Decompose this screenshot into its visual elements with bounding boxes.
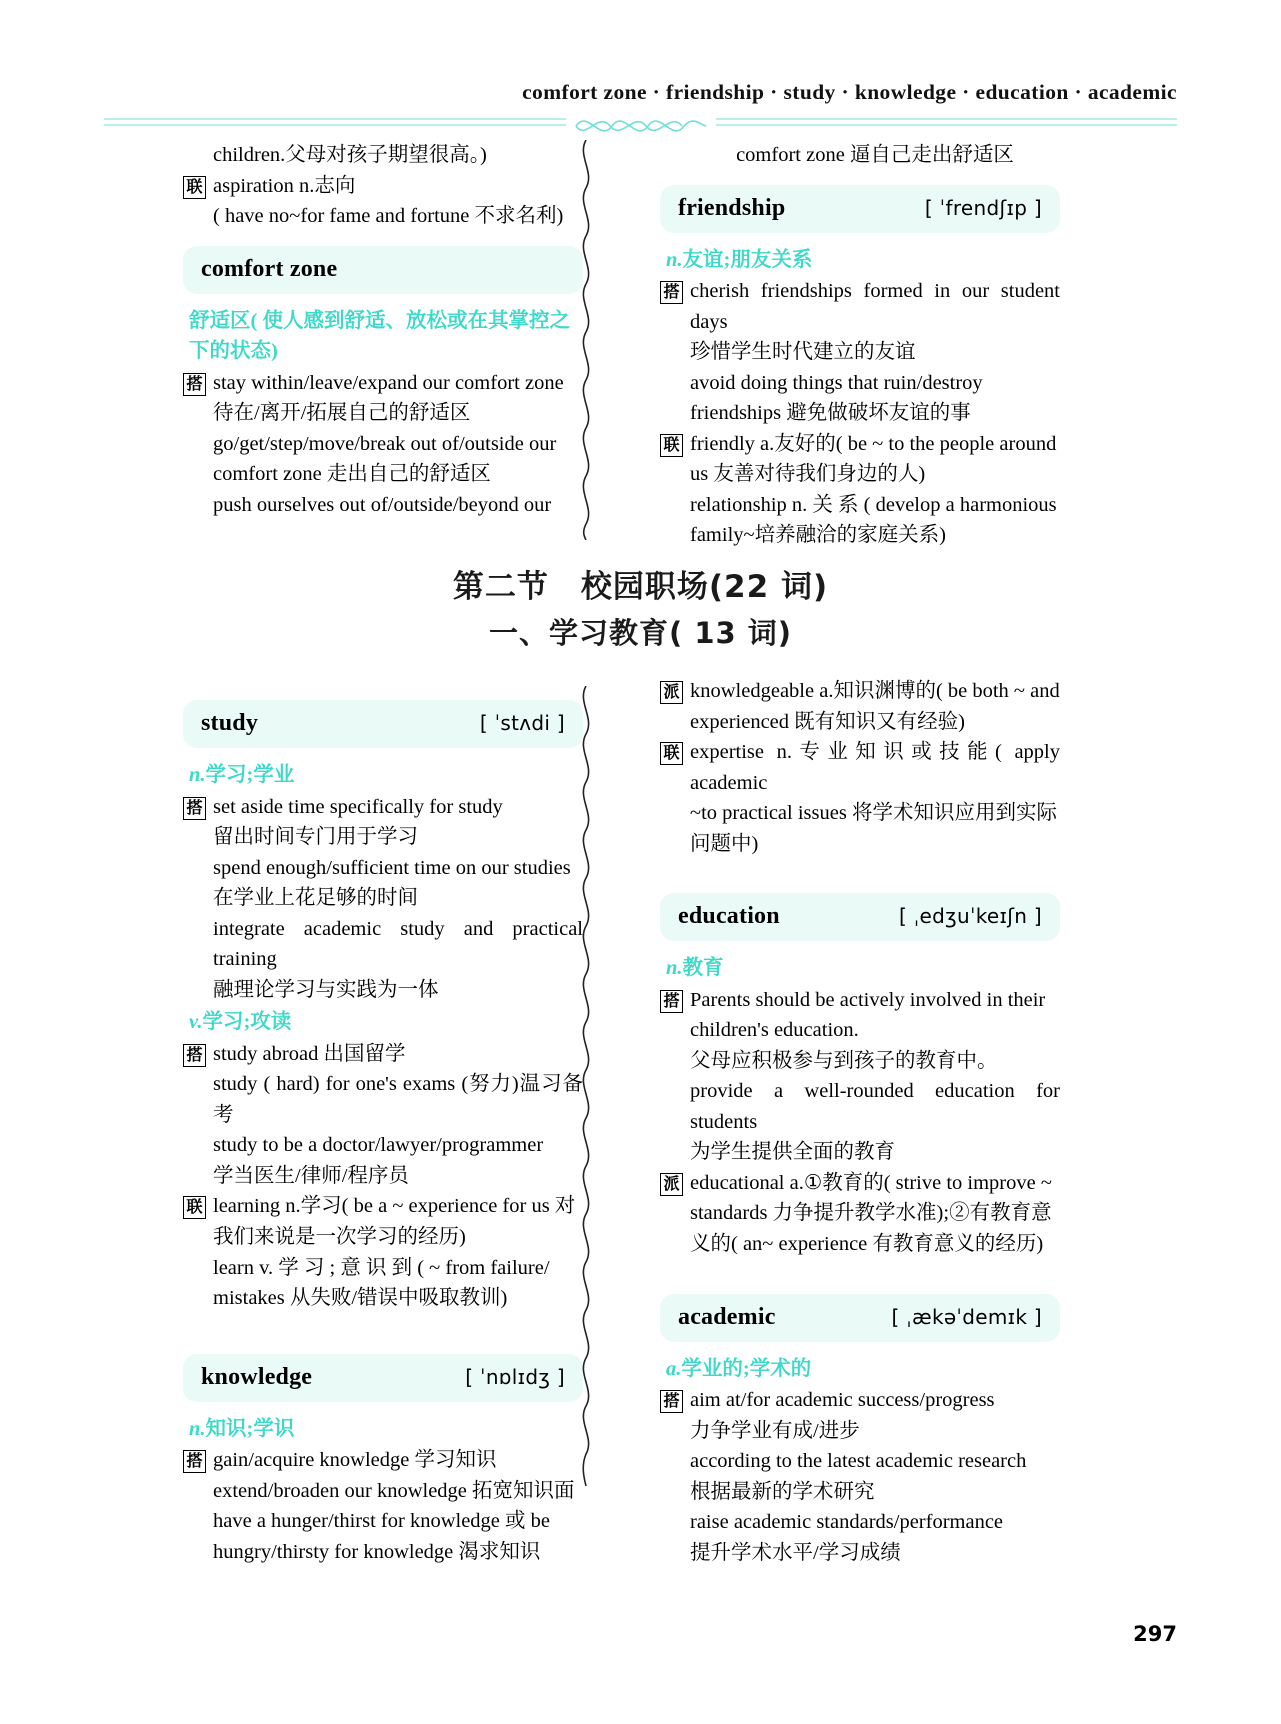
part-of-speech: n. — [666, 248, 683, 271]
column-top-right — [660, 140, 1060, 551]
collocation-item-line: push ourselves out of/outside/beyond our — [183, 490, 583, 521]
collocation-item-line: 根据最新的学术研究 — [660, 1477, 1060, 1508]
part-of-speech: n. — [666, 957, 683, 980]
association-tag-icon: 联 — [183, 1196, 206, 1219]
association-item-line: 我们来说是一次学习的经历) — [183, 1222, 583, 1253]
gloss-text: 友谊;朋友关系 — [682, 248, 813, 271]
entry-phonetic: [ ˌækəˈdemɪk ] — [891, 1304, 1042, 1329]
part-of-speech: v. — [189, 1011, 203, 1034]
sense-gloss — [189, 1007, 583, 1038]
collocation-item-line: study ( hard) for one's exams (努力)温习备考 — [183, 1069, 583, 1130]
sense-gloss — [666, 1354, 1060, 1385]
tag-spacer — [660, 342, 683, 365]
header-rule — [104, 113, 1177, 139]
tag-spacer — [183, 919, 206, 942]
collocation-item-line: provide a well-rounded education for students — [660, 1076, 1060, 1137]
derivative-item-line: standards 力争提升教学水准);②有教育意 — [660, 1198, 1060, 1229]
tag-spacer — [660, 1234, 683, 1257]
derivative-item-line: experienced 既有知识又有经验) — [660, 707, 1060, 738]
tag-spacer — [183, 888, 206, 911]
entry-word: study — [201, 710, 259, 737]
tag-spacer — [183, 1481, 206, 1504]
sense-gloss — [189, 760, 583, 791]
association-item-line: relationship n. 关 系 ( develop a harmonious — [660, 490, 1060, 521]
collocation-item-line: 留出时间专门用于学习 — [183, 822, 583, 853]
tag-spacer — [660, 1512, 683, 1535]
collocation-tag-icon: 搭 — [660, 281, 683, 304]
collocation-item-line: study to be a doctor/lawyer/programmer — [183, 1130, 583, 1161]
tag-spacer — [183, 1166, 206, 1189]
entry-word: friendship — [678, 194, 786, 221]
column-divider-top — [575, 140, 597, 540]
collocation-item-line: extend/broaden our knowledge 拓宽知识面 — [183, 1476, 583, 1507]
collocation-item-line: go/get/step/move/break out of/outside our — [183, 429, 583, 460]
collocation-tag-icon: 搭 — [660, 990, 683, 1013]
tag-spacer — [183, 1511, 206, 1534]
collocation-item-line: 在学业上花足够的时间 — [183, 883, 583, 914]
continuation-line: comfort zone 逼自己走出舒适区 — [660, 140, 1060, 171]
collocation-item-line: 珍惜学生时代建立的友谊 — [660, 337, 1060, 368]
tag-spacer — [660, 525, 683, 548]
entry-header-academic — [660, 1294, 1060, 1342]
entry-header-comfort-zone — [183, 246, 583, 294]
tag-spacer — [660, 834, 683, 857]
derivative-tag-icon: 派 — [660, 1173, 683, 1196]
collocation-item: 搭 set aside time specifically for study — [183, 792, 583, 823]
association-item: 联 learning n.学习( be a ~ experience for us 对 — [183, 1191, 583, 1222]
tag-spacer — [660, 1543, 683, 1566]
section-heading-primary: 第二节 校园职场(22 词) — [452, 569, 829, 605]
entry-phonetic: [ ˈfrendʃɪp ] — [924, 195, 1042, 220]
collocation-tag-icon: 搭 — [660, 1390, 683, 1413]
gloss-text: 学习;攻读 — [202, 1011, 292, 1034]
association-item-line: us 友善对待我们身边的人) — [660, 459, 1060, 490]
collocation-item-line: 待在/离开/拓展自己的舒适区 — [183, 398, 583, 429]
entry-header-study — [183, 700, 583, 748]
tag-spacer — [660, 145, 683, 168]
collocation-tag-icon: 搭 — [183, 1044, 206, 1067]
derivative-tag-icon: 派 — [660, 681, 683, 704]
association-item-line: family~培养融洽的家庭关系) — [660, 520, 1060, 551]
collocation-item-line: 力争学业有成/进步 — [660, 1416, 1060, 1447]
collocation-item-line: 学当医生/律师/程序员 — [183, 1161, 583, 1192]
collocation-item: 搭 gain/acquire knowledge 学习知识 — [183, 1445, 583, 1476]
tag-spacer — [183, 495, 206, 518]
column-bottom-left — [183, 686, 583, 1567]
collocation-item-line: according to the latest academic research — [660, 1446, 1060, 1477]
column-bottom-right — [660, 676, 1060, 1568]
tag-spacer — [660, 373, 683, 396]
association-item-line: ~to practical issues 将学术知识应用到实际 — [660, 798, 1060, 829]
part-of-speech: a. — [666, 1357, 682, 1380]
tag-spacer — [183, 980, 206, 1003]
sense-gloss — [666, 953, 1060, 984]
collocation-item: 搭 stay within/leave/expand our comfort zone — [183, 368, 583, 399]
page-number: 297 — [1133, 1622, 1177, 1646]
continuation-line: children.父母对孩子期望很高。) — [183, 140, 583, 171]
tag-spacer — [183, 1258, 206, 1281]
collocation-item-line: 父母应积极参与到孩子的教育中。 — [660, 1046, 1060, 1077]
collocation-item: 搭 study abroad 出国留学 — [183, 1039, 583, 1070]
part-of-speech: n. — [189, 1417, 206, 1440]
entry-phonetic: [ ˈnɒlɪdʒ ] — [465, 1364, 565, 1389]
tag-spacer — [660, 803, 683, 826]
tag-spacer — [660, 1051, 683, 1074]
collocation-item-line: 融理论学习与实践为一体 — [183, 975, 583, 1006]
tag-spacer — [183, 1135, 206, 1158]
part-of-speech: n. — [189, 764, 206, 786]
derivative-item: 派 educational a.①教育的( strive to improve ~ — [660, 1168, 1060, 1199]
collocation-item-line: children's education. — [660, 1015, 1060, 1046]
derivative-item-line: 义的( an~ experience 有教育意义的经历) — [660, 1229, 1060, 1260]
tag-spacer — [183, 464, 206, 487]
collocation-item-line: friendships 避免做破坏友谊的事 — [660, 398, 1060, 429]
tag-spacer — [660, 464, 683, 487]
collocation-item-line: spend enough/sufficient time on our studies — [183, 853, 583, 884]
entry-phonetic: [ ˈstʌdi ] — [479, 711, 565, 736]
association-item-line: ( have no~for fame and fortune 不求名利) — [183, 201, 583, 232]
tag-spacer — [183, 827, 206, 850]
tag-spacer — [183, 206, 206, 229]
collocation-item-line: avoid doing things that ruin/destroy — [660, 368, 1060, 399]
entry-word: education — [678, 903, 780, 930]
collocation-item-line: raise academic standards/performance — [660, 1507, 1060, 1538]
entry-word: academic — [678, 1303, 776, 1330]
association-tag-icon: 联 — [660, 742, 683, 765]
tag-spacer — [660, 1451, 683, 1474]
entry-header-knowledge — [183, 1354, 583, 1402]
association-item: 联 aspiration n.志向 — [183, 171, 583, 202]
tag-spacer — [660, 1203, 683, 1226]
running-head: comfort zone · friendship · study · knowledge · education · academic — [522, 80, 1177, 104]
collocation-item: 搭 cherish friendships formed in our student days — [660, 276, 1060, 337]
tag-spacer — [660, 495, 683, 518]
association-item-line: 问题中) — [660, 829, 1060, 860]
tag-spacer — [660, 1020, 683, 1043]
entry-phonetic: [ ˌedʒuˈkeɪʃn ] — [898, 904, 1042, 929]
derivative-item: 派 knowledgeable a.知识渊博的( be both ~ and — [660, 676, 1060, 707]
collocation-tag-icon: 搭 — [183, 797, 206, 820]
association-item-line: learn v. 学 习 ; 意 识 到 ( ~ from failure/ — [183, 1253, 583, 1284]
collocation-item-line: hungry/thirsty for knowledge 渴求知识 — [183, 1537, 583, 1568]
association-tag-icon: 联 — [183, 176, 206, 199]
tag-spacer — [660, 1421, 683, 1444]
tag-spacer — [183, 1227, 206, 1250]
tag-spacer — [660, 1482, 683, 1505]
collocation-item: 搭 aim at/for academic success/progress — [660, 1385, 1060, 1416]
tag-spacer — [183, 1288, 206, 1311]
sense-gloss — [189, 1414, 583, 1445]
entry-word: knowledge — [201, 1363, 313, 1390]
collocation-tag-icon: 搭 — [183, 1450, 206, 1473]
collocation-item: 搭 Parents should be actively involved in their — [660, 985, 1060, 1016]
collocation-item-line: 为学生提供全面的教育 — [660, 1137, 1060, 1168]
tag-spacer — [660, 403, 683, 426]
gloss-text: 知识;学识 — [205, 1417, 295, 1440]
entry-word: comfort zone — [201, 255, 338, 282]
collocation-item-line: 提升学术水平/学习成绩 — [660, 1538, 1060, 1569]
tag-spacer — [183, 858, 206, 881]
header-squiggle-ornament — [566, 113, 716, 139]
sense-gloss — [666, 245, 1060, 276]
tag-spacer — [183, 1542, 206, 1565]
association-item-line: mistakes 从失败/错误中吸取教训) — [183, 1283, 583, 1314]
section-heading-secondary: 一、学习教育( 13 词) — [488, 616, 793, 650]
collocation-item-line: comfort zone 走出自己的舒适区 — [183, 459, 583, 490]
tag-spacer — [183, 1074, 206, 1097]
tag-spacer — [183, 145, 206, 168]
tag-spacer — [660, 1081, 683, 1104]
association-item: 联 expertise n.专业知识或技能( apply academic — [660, 737, 1060, 798]
gloss-text: 学习;学业 — [205, 764, 295, 786]
collocation-item-line: integrate academic study and practical training — [183, 914, 583, 975]
gloss-text: 教育 — [682, 957, 724, 980]
collocation-tag-icon: 搭 — [183, 373, 206, 396]
tag-spacer — [183, 434, 206, 457]
tag-spacer — [660, 712, 683, 735]
column-divider-bottom — [575, 686, 597, 1486]
gloss-text: 学业的;学术的 — [681, 1357, 812, 1380]
association-item: 联 friendly a.友好的( be ~ to the people around — [660, 429, 1060, 460]
sense-gloss: 舒适区( 使人感到舒适、放松或在其掌控之下的状态) — [189, 309, 570, 363]
tag-spacer — [660, 1142, 683, 1165]
entry-header-friendship — [660, 185, 1060, 233]
entry-header-education — [660, 893, 1060, 941]
tag-spacer — [183, 403, 206, 426]
association-tag-icon: 联 — [660, 434, 683, 457]
column-top-left — [183, 140, 583, 520]
collocation-item-line: have a hunger/thirst for knowledge 或 be — [183, 1506, 583, 1537]
